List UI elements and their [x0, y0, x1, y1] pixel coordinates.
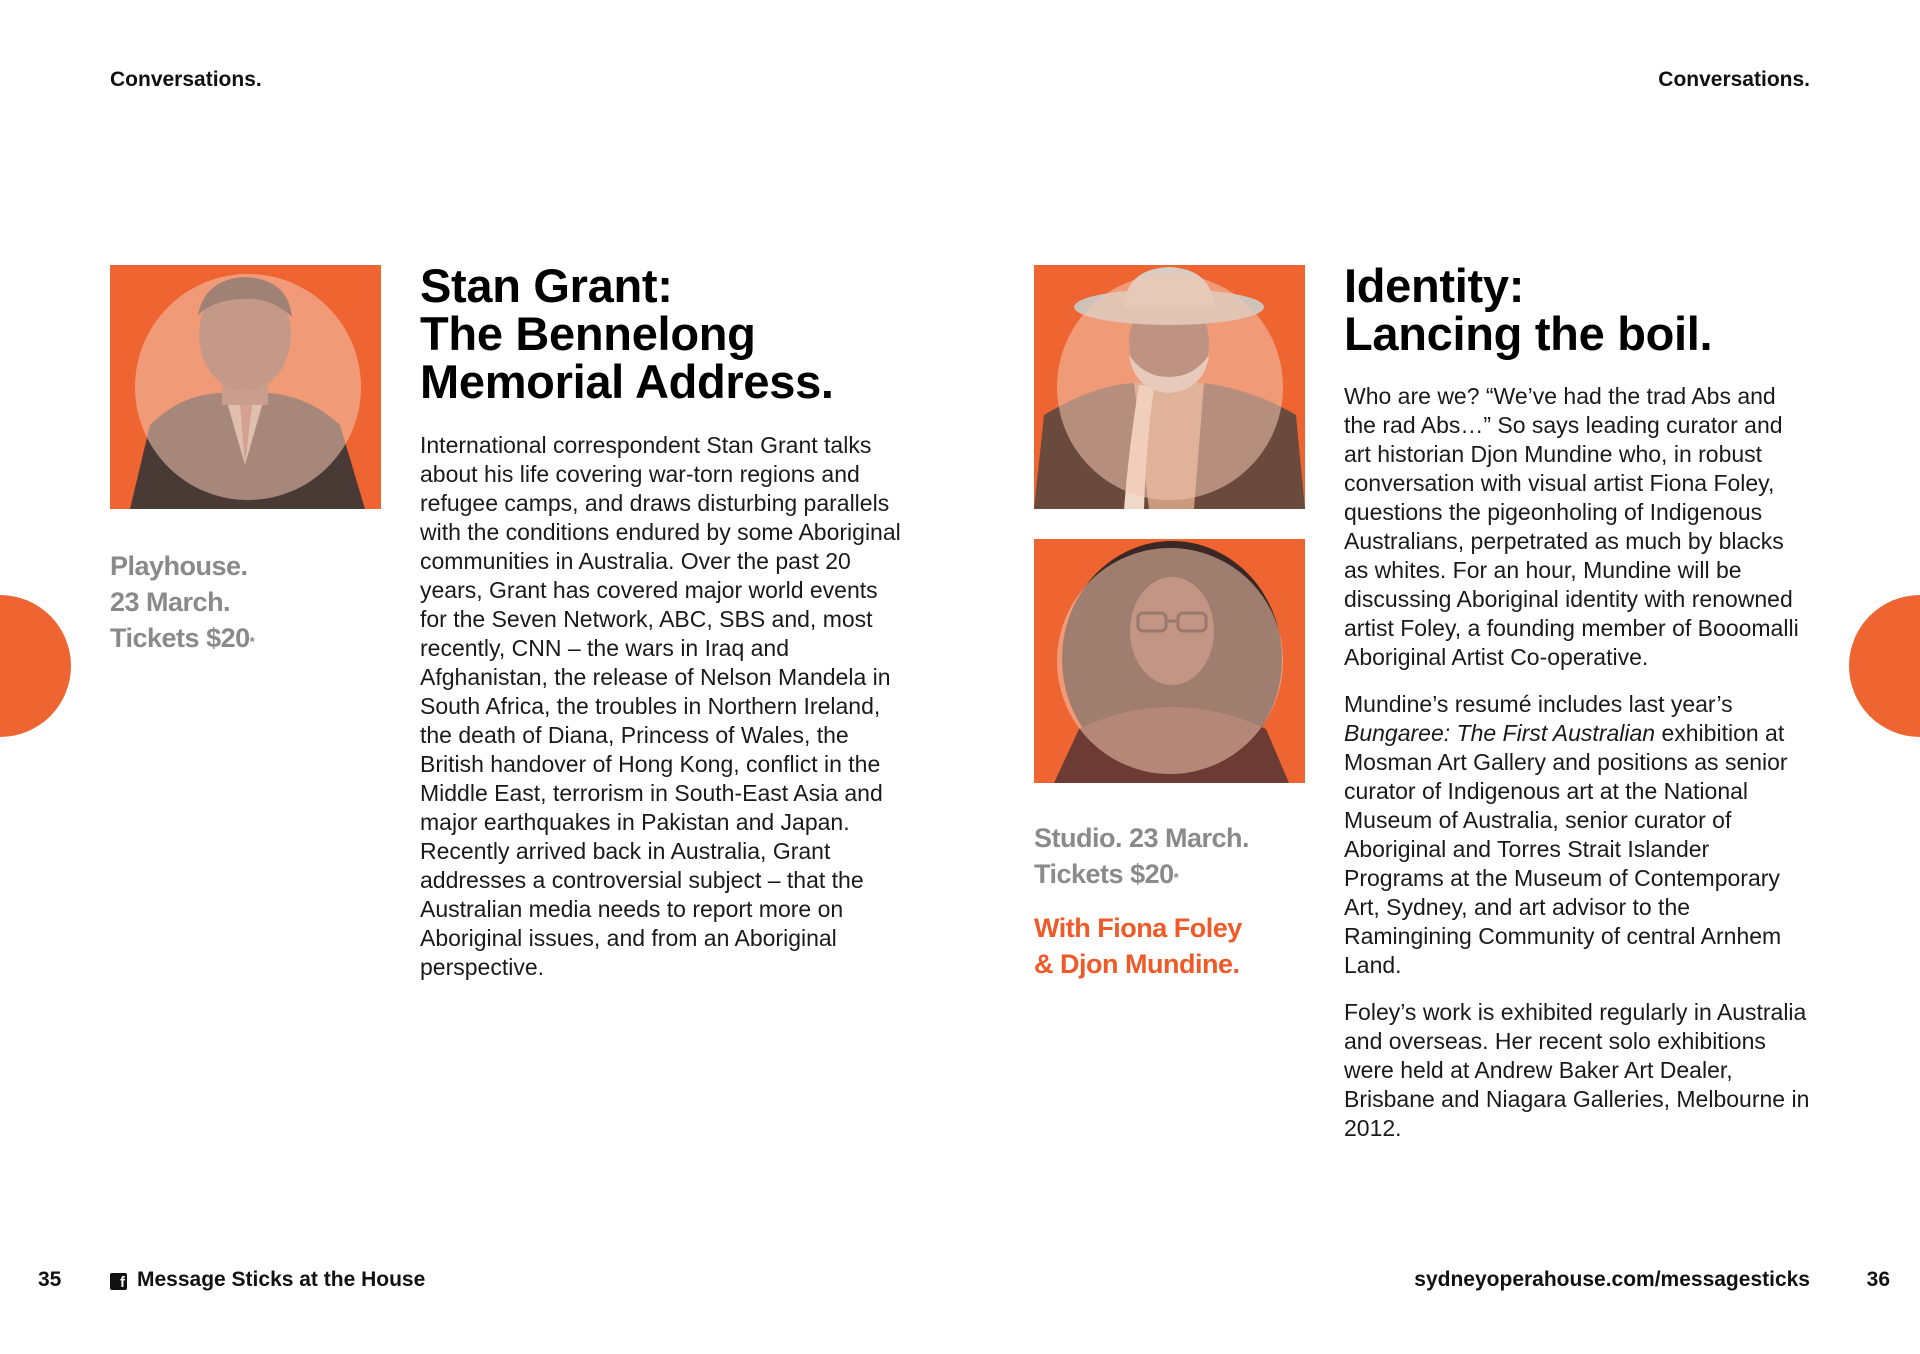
right-title-line: Identity:: [1344, 259, 1525, 312]
right-event-title: [1344, 259, 1864, 360]
left-event-title: [420, 259, 940, 408]
djon-mundine-photo: [1034, 265, 1305, 509]
right-event-info: [1034, 820, 1324, 892]
participants-line: With Fiona Foley: [1034, 913, 1242, 943]
footer-brand[interactable]: [110, 1268, 425, 1292]
right-tickets-price: Tickets $20: [1034, 859, 1174, 889]
page-number-left: 35: [38, 1268, 62, 1291]
right-tickets-asterisk: *: [1173, 870, 1179, 885]
right-tickets: [1034, 856, 1324, 892]
stan-grant-photo: [110, 265, 381, 509]
left-event-info: [110, 548, 370, 656]
left-description-paragraph: International correspondent Stan Grant talks about his life covering war-torn regions and refugee camps, and draws disturbing parallels with the conditions endured by some Aboriginal communities in Australia. Over the past 20 years, Grant has covered major world events for the Seven Network, ABC, SBS and, most recently, CNN – the wars in Iraq and Afghanistan, the release of Nelson Mandela in South Africa, the troubles in Northern Ireland, the death of Diana, Princess of Wales, the British handover of Hong Kong, conflict in the Middle East, terrorism in South-East Asia and major earthquakes in Pakistan and Japan. Recently arrived back in Australia, Grant addresses a controversial subject – that the Australian media needs to report more on Aboriginal issues, and from an Aboriginal perspective.: [420, 432, 901, 980]
left-tickets-price: Tickets $20: [110, 623, 250, 653]
right-description-paragraph-1: Who are we? “We’ve had the trad Abs and the rad Abs…” So says leading curator and art historian Djon Mundine who, in robust conversation with visual artist Fiona Foley, questions the pigeonholing of Indigenous Australians, perpetrated as much by blacks as whites. For an hour, Mundine will be discussing Aboriginal identity with renowned artist Foley, a founding member of Booomalli Aboriginal Artist Co-operative.: [1344, 383, 1799, 670]
right-event-participants: [1034, 910, 1324, 982]
para2-start: Mundine’s resumé includes last year’s: [1344, 691, 1733, 717]
right-title-line: Lancing the boil.: [1344, 307, 1713, 360]
left-title-line: Stan Grant:: [420, 259, 673, 312]
footer-url-link[interactable]: sydneyoperahouse.com/messagesticks: [1414, 1268, 1810, 1291]
right-venue-date: Studio. 23 March.: [1034, 823, 1250, 853]
running-header-right: Conversations.: [1658, 68, 1810, 91]
left-title-line: The Bennelong: [420, 307, 756, 360]
para2-end: exhibition at Mosman Art Gallery and positions as senior curator of Indigenous art at the National Museum of Australia, senior curator of Aboriginal and Torres Strait Islander Programs at the Museum of Contemporary Art, Sydney, and art advisor to the Ramingining Community of central Arnhem Land.: [1344, 720, 1788, 978]
exhibition-title: Bungaree: The First Australian: [1344, 720, 1656, 746]
left-title-line: Memorial Address.: [420, 355, 834, 408]
page-number-right: 36: [1866, 1268, 1890, 1291]
fiona-foley-photo: [1034, 539, 1305, 783]
right-event-description: [1344, 382, 1814, 1161]
left-edge-dot: [0, 595, 71, 737]
facebook-icon[interactable]: f: [110, 1273, 127, 1290]
left-tickets-asterisk: *: [249, 634, 255, 649]
running-header-left: Conversations.: [110, 68, 262, 91]
right-edge-dot: [1849, 595, 1920, 737]
right-description-paragraph-3: Foley’s work is exhibited regularly in Australia and overseas. Her recent solo exhibitions were held at Andrew Baker Art Dealer, Brisbane and Niagara Galleries, Melbourne in 2012.: [1344, 999, 1810, 1141]
left-venue: Playhouse.: [110, 551, 248, 581]
participants-line: & Djon Mundine.: [1034, 949, 1240, 979]
left-date: 23 March.: [110, 587, 231, 617]
left-tickets: [110, 620, 370, 656]
left-event-description: [420, 431, 902, 1000]
footer-brand-text[interactable]: Message Sticks at the House: [137, 1268, 426, 1291]
right-description-paragraph-2: [1344, 690, 1814, 980]
